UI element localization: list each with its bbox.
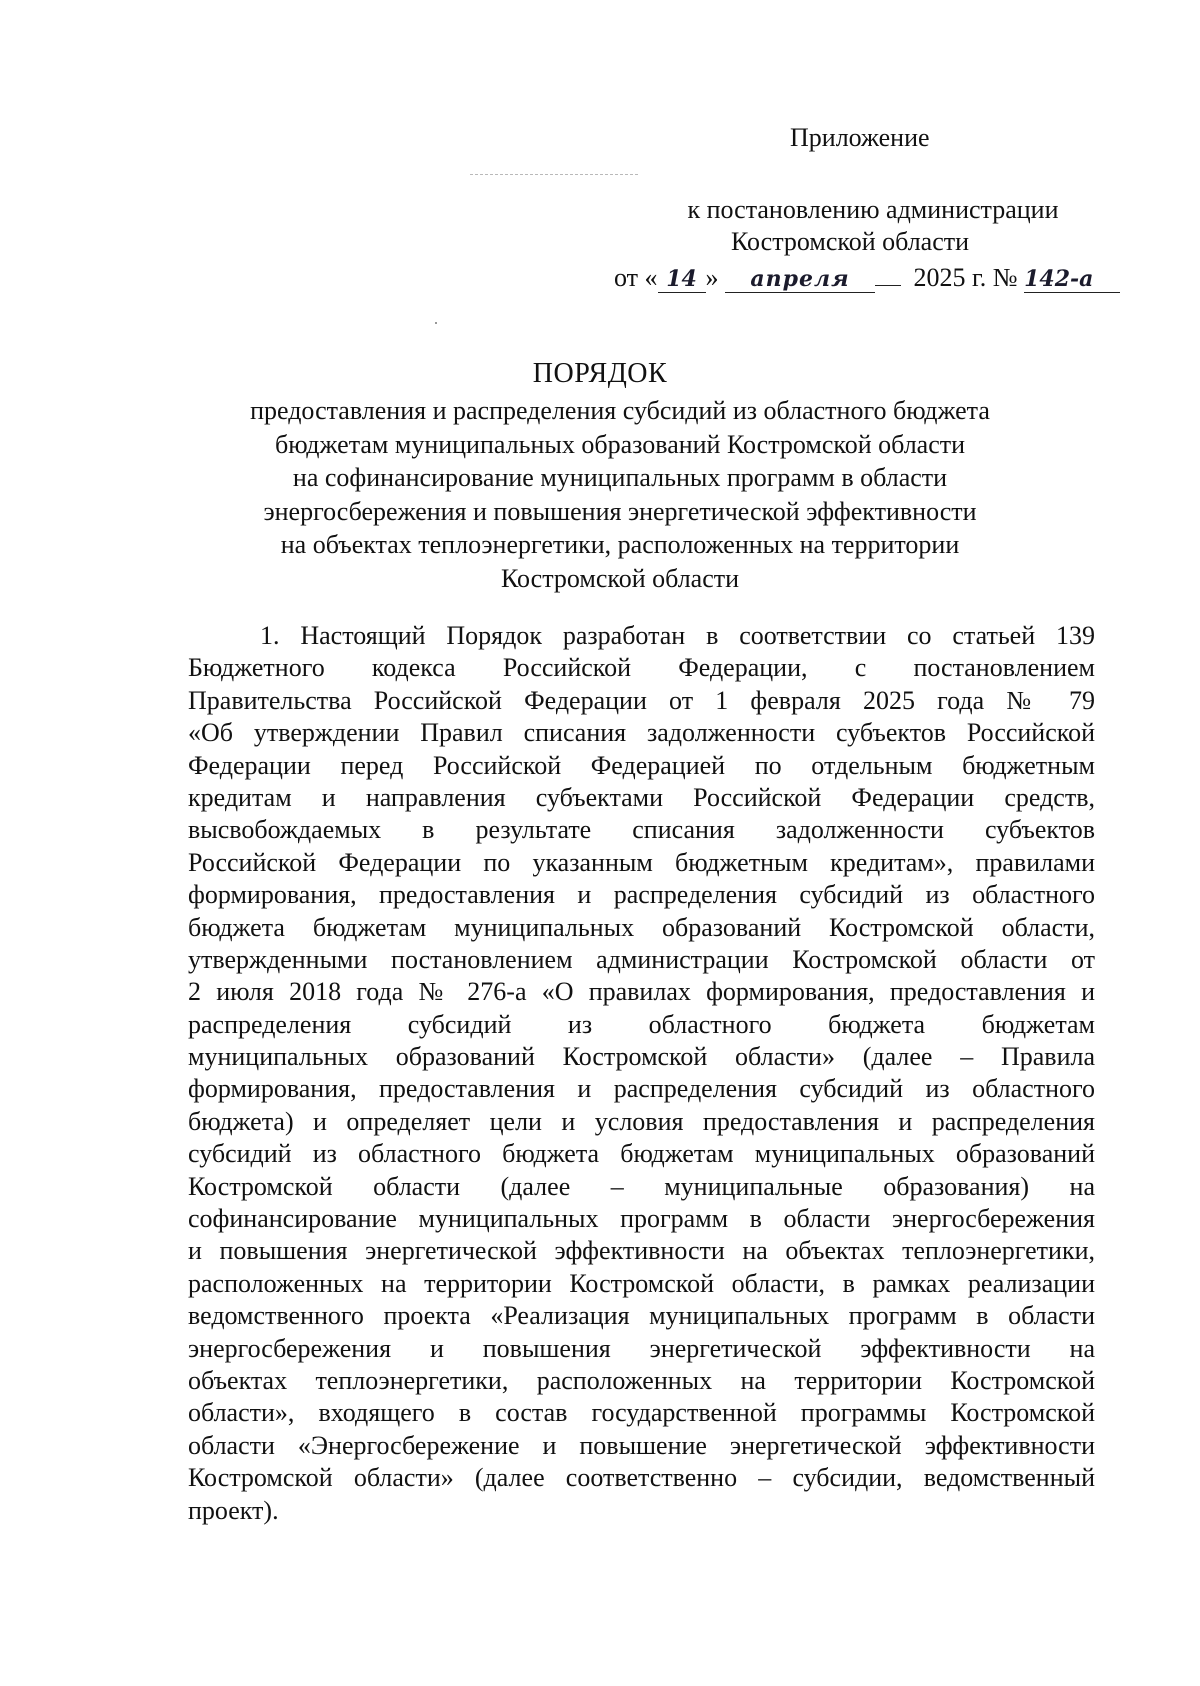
body-line: 2 июля 2018 года № 276-а «О правилах формирования, предоставления и [188,977,1095,1007]
handwritten-number: 142-а [1024,263,1120,295]
subtitle-line: бюджетам муниципальных образований Костромской области [274,429,966,459]
body-line: области», входящего в состав государственной программы Костромской [188,1398,1095,1428]
body-line: кредитам и направления субъектами Российской Федерации средств, [188,782,1095,812]
body-line: Костромской области» (далее соответственно – субсидии, ведомственный [188,1463,1095,1493]
date-blank-underline [875,285,901,286]
body-line: расположенных на территории Костромской области, в рамках реализации [188,1268,1095,1298]
body-line: Федерации перед Российской Федерацией по отдельным бюджетным [188,750,1095,780]
body-line: «Об утверждении Правил списания задолженности субъектов Российской [188,718,1095,748]
subtitle-line: Костромской области [500,563,740,593]
resolution-reference [600,194,1100,258]
body-line: субсидий из областного бюджета бюджетам муниципальных образований [188,1139,1095,1169]
body-line: ведомственного проекта «Реализация муниципальных программ в области [188,1301,1095,1331]
handwritten-month: апреля [725,263,875,295]
document-title: ПОРЯДОК [532,358,668,389]
subtitle-line: энергосбережения и повышения энергетической эффективности [263,496,977,526]
appendix-label: Приложение [790,123,930,152]
body-line: бюджета бюджетам муниципальных образований Костромской области, [188,912,1095,942]
body-line: софинансирование муниципальных программ в области энергосбережения [188,1204,1095,1234]
body-line: Бюджетного кодекса Российской Федерации, с постановлением [188,653,1095,683]
body-line: утвержденными постановлением администрации Костромской области от [188,944,1095,974]
body-line: области «Энергосбережение и повышение энергетической эффективности [188,1430,1095,1460]
body-line: 1. Настоящий Порядок разработан в соответствии со статьей 139 [260,621,1095,650]
scan-artifact-line [470,174,638,175]
resolution-line-1: к постановлению администрации [687,195,1059,224]
resolution-date-line [614,262,1120,298]
paragraph-1 [188,620,1095,1527]
resolution-line-2: Костромской области [730,227,970,256]
body-line: высвобождаемых в результате списания задолженности субъектов [188,815,1095,845]
body-line: бюджета) и определяет цели и условия предоставления и распределения [188,1106,1095,1136]
body-line: энергосбережения и повышения энергетической эффективности на [188,1333,1095,1363]
body-line: формирования, предоставления и распределения субсидий из областного [188,1074,1095,1104]
body-line: объектах теплоэнергетики, расположенных на территории Костромской [188,1365,1095,1395]
body-line: распределения субсидий из областного бюджета бюджетам [188,1009,1095,1039]
body-line: Российской Федерации по указанным бюджетным кредитам», правилами [188,847,1095,877]
subtitle-line: на объектах теплоэнергетики, расположенных на территории [280,530,960,559]
document-subtitle [180,394,1060,595]
handwritten-day: 14 [658,263,706,295]
date-prefix: от « [614,263,658,292]
body-line: формирования, предоставления и распределения субсидий из областного [188,880,1095,910]
body-line: и повышения энергетической эффективности на объектах теплоэнергетики, [188,1236,1095,1266]
body-line: проект). [188,1495,279,1525]
subtitle-line: на софинансирование муниципальных программ в области [292,463,948,492]
body-line: Костромской области (далее – муниципальные образования) на [188,1171,1095,1201]
scan-artifact-dot [435,322,437,324]
body-line: муниципальных образований Костромской области» (далее – Правила [188,1042,1095,1072]
body-line: Правительства Российской Федерации от 1 февраля 2025 года № 79 [188,685,1095,715]
date-year-number-label: 2025 г. № [913,263,1018,292]
date-close-quote: » [705,263,719,292]
subtitle-line: предоставления и распределения субсидий из областного бюджета [250,396,990,425]
